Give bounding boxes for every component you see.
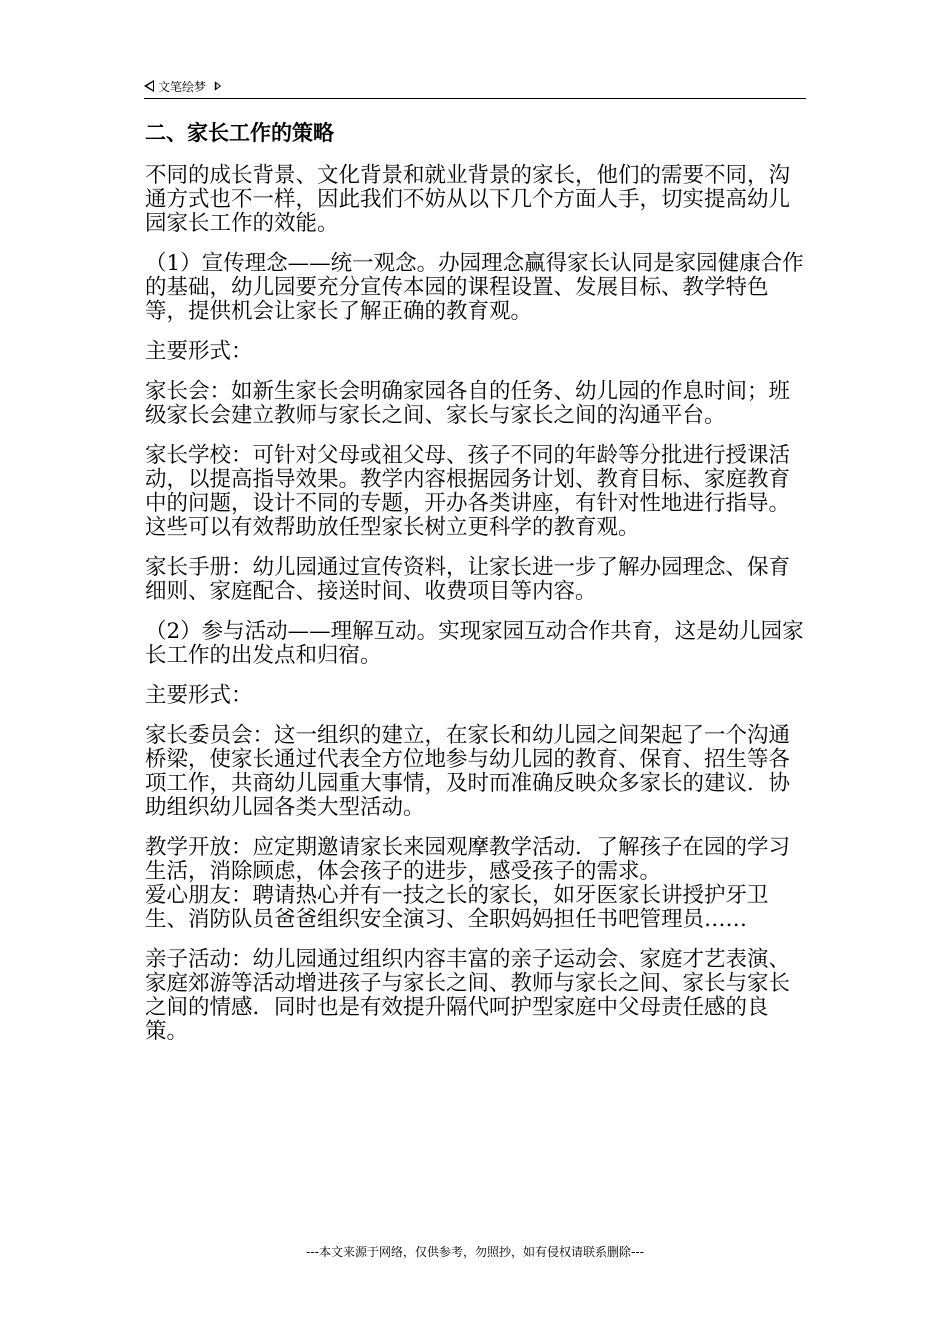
header-title: 文笔绘梦 (158, 79, 207, 94)
paragraph-forms-label-2: 主要形式： (145, 683, 253, 708)
section-heading: 二、家长工作的策略 (145, 121, 334, 145)
paragraph-open-teaching: 教学开放：应定期邀请家长来园观摩教学活动．了解孩子在园的学习生活，消除顾虑，体会孩子的进步，感受孩子的需求。 (145, 835, 791, 884)
paragraph-caring-friends: 爱心朋友：聘请热心并有一技之长的家长，如牙医家长讲授护牙卫生、消防队员爸爸组织安全演习、全职妈妈担任书吧管理员…… (145, 883, 769, 932)
page-footer: ---本文来源于网络，仅供参考，勿照抄，如有侵权请联系删除--- (306, 1245, 644, 1259)
paragraph-parent-handbook: 家长手册：幼儿园通过宣传资料，让家长进一步了解办园理念、保育细则、家庭配合、接送时间、收费项目等内容。 (145, 555, 791, 604)
page-header (144, 74, 806, 98)
paragraph-parent-school: 家长学校：可针对父母或祖父母、孩子不同的年龄等分批进行授课活动，以提高指导效果。教学内容根据园务计划、教育目标、家庭教育中的问题，设计不同的专题，开办各类讲座，有针对性地进行指导。这些可以有效帮助放任型家长树立更科学的教育观。 (145, 443, 791, 540)
paragraph-parent-child-activities: 亲子活动：幼儿园通过组织内容丰富的亲子运动会、家庭才艺表演、家庭郊游等活动增进孩子与家长之间、教师与家长之间、家长与家长之间的情感．同时也是有效提升隔代呵护型家庭中父母责任感的良策。 (145, 947, 791, 1044)
paragraph-parent-meeting: 家长会：如新生家长会明确家园各自的任务、幼儿园的作息时间；班级家长会建立教师与家长之间、家长与家长之间的沟通平台。 (145, 379, 791, 428)
paragraph-intro: 不同的成长背景、文化背景和就业背景的家长，他们的需要不同，沟通方式也不一样，因此我们不妨从以下几个方面人手，切实提高幼儿园家长工作的效能。 (145, 163, 791, 236)
paragraph-parent-committee: 家长委员会：这一组织的建立，在家长和幼儿园之间架起了一个沟通桥梁，使家长通过代表全方位地参与幼儿园的教育、保育、招生等各项工作，共商幼儿园重大事情，及时而准确反映众多家长的建议．协助组织幼儿园各类大型活动。 (145, 723, 791, 820)
header-divider (144, 98, 806, 99)
paragraph-strategy-2: （2）参与活动——理解互动。实现家园互动合作共育，这是幼儿园家长工作的出发点和归宿。 (145, 619, 804, 668)
triangle-right-icon (215, 81, 221, 91)
paragraph-strategy-1: （1）宣传理念——统一观念。办园理念赢得家长认同是家园健康合作的基础，幼儿园要充分宣传本园的课程设置、发展目标、教学特色等，提供机会让家长了解正确的教育观。 (145, 251, 804, 324)
paragraph-forms-label-1: 主要形式： (145, 339, 253, 364)
triangle-left-icon (144, 80, 154, 92)
document-body (145, 120, 810, 1060)
